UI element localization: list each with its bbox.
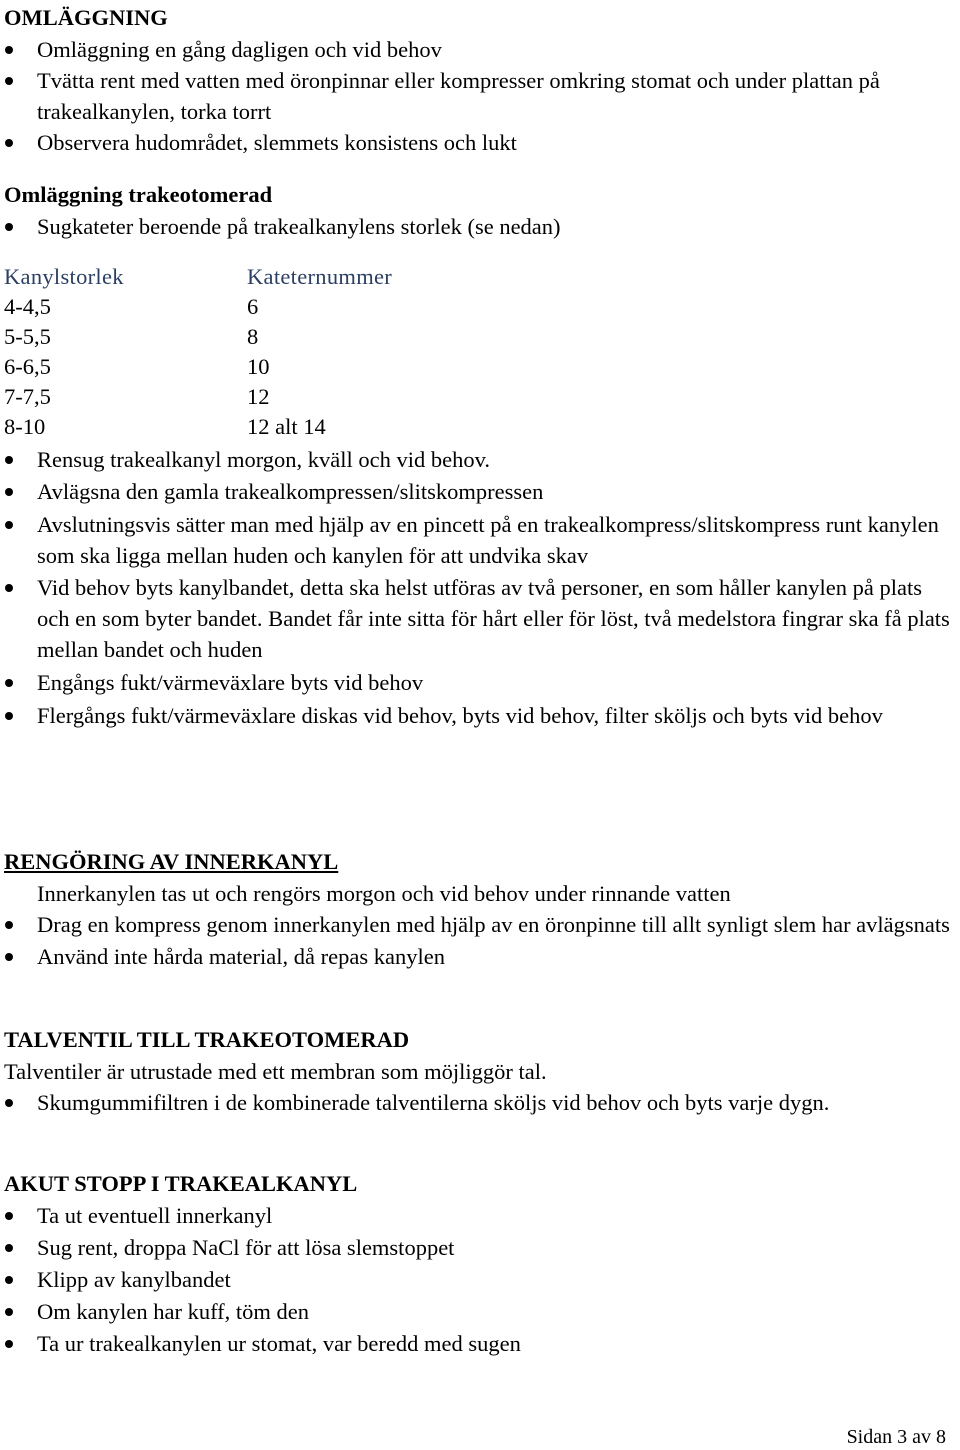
- table-row: [4, 322, 504, 352]
- list-item: Klipp av kanylbandet: [4, 1264, 956, 1295]
- table-header-row: [4, 262, 504, 292]
- section-omlaggning: [4, 2, 956, 158]
- list-item: Ta ut eventuell innerkanyl: [4, 1200, 956, 1231]
- list-item: Rensug trakealkanyl morgon, kväll och vid behov.: [4, 444, 956, 475]
- list-item: Om kanylen har kuff, töm den: [4, 1296, 956, 1327]
- table-cell: 7-7,5: [4, 384, 51, 409]
- bullet-list: [4, 211, 956, 242]
- page-number: Sidan 3 av 8: [846, 1426, 946, 1448]
- section-heading: OMLÄGGNING: [4, 5, 168, 30]
- bullet-list: [4, 1200, 956, 1359]
- list-item: Drag en kompress genom innerkanylen med hjälp av en öronpinne till allt synligt slem har avlägsnats: [4, 909, 956, 940]
- table-row: [4, 292, 504, 322]
- bullet-list: [4, 1087, 956, 1118]
- list-item: Omläggning en gång dagligen och vid behov: [4, 34, 956, 65]
- column-header: Kateternummer: [247, 264, 393, 289]
- bullet-list: [4, 444, 956, 731]
- table-cell: 12: [247, 384, 270, 409]
- table-cell: 8-10: [4, 414, 46, 439]
- list-item: Använd inte hårda material, då repas kanylen: [4, 941, 956, 972]
- list-item: Engångs fukt/värmeväxlare byts vid behov: [4, 667, 956, 698]
- list-item: Skumgummifiltren i de kombinerade talventilerna sköljs vid behov och byts varje dygn.: [4, 1087, 956, 1118]
- section-trakeotomerad: [4, 179, 956, 242]
- list-item: Flergångs fukt/värmeväxlare diskas vid behov, byts vid behov, filter sköljs och byts vid behov: [4, 700, 956, 731]
- bullet-list: [4, 909, 956, 972]
- section-akut: [4, 1168, 956, 1359]
- table-cell: 12 alt 14: [247, 414, 326, 439]
- section-heading: AKUT STOPP I TRAKEALKANYL: [4, 1171, 358, 1196]
- list-item: Observera hudområdet, slemmets konsistens och lukt: [4, 127, 956, 158]
- column-header: Kanylstorlek: [4, 264, 124, 289]
- intro-text: Innerkanylen tas ut och rengörs morgon och vid behov under rinnande vatten: [37, 881, 731, 906]
- section-heading: Omläggning trakeotomerad: [4, 182, 273, 207]
- table-cell: 6: [247, 294, 259, 319]
- list-item: Vid behov byts kanylbandet, detta ska helst utföras av två personer, en som håller kanylen på plats och en som byter bandet. Bandet får inte sitta för hårt eller för löst, två medelstora fingrar ska få plats mellan bandet och huden: [4, 572, 956, 665]
- table-cell: 5-5,5: [4, 324, 51, 349]
- catheter-size-table: [4, 262, 504, 442]
- section-talventil: [4, 1024, 956, 1118]
- section-heading: TALVENTIL TILL TRAKEOTOMERAD: [4, 1027, 410, 1052]
- list-item: Tvätta rent med vatten med öronpinnar eller kompresser omkring stomat och under plattan på trakealkanylen, torka torrt: [4, 65, 956, 127]
- table-cell: 4-4,5: [4, 294, 51, 319]
- bullet-list: [4, 34, 956, 158]
- list-item: Sug rent, droppa NaCl för att lösa slemstoppet: [4, 1232, 956, 1263]
- table-cell: 8: [247, 324, 259, 349]
- list-item: Avslutningsvis sätter man med hjälp av en pincett på en trakealkompress/slitskompress runt kanylen som ska ligga mellan huden och kanylen för att undvika skav: [4, 509, 956, 571]
- list-item: Ta ur trakealkanylen ur stomat, var beredd med sugen: [4, 1328, 956, 1359]
- list-item: Sugkateter beroende på trakealkanylens storlek (se nedan): [4, 211, 956, 242]
- intro-text: Talventiler är utrustade med ett membran som möjliggör tal.: [4, 1059, 547, 1084]
- table-cell: 6-6,5: [4, 354, 51, 379]
- table-cell: 10: [247, 354, 270, 379]
- section-heading: RENGÖRING AV INNERKANYL: [4, 849, 339, 874]
- table-row: [4, 412, 504, 442]
- section-rengoring: [4, 846, 956, 972]
- table-row: [4, 382, 504, 412]
- list-item: Avlägsna den gamla trakealkompressen/slitskompressen: [4, 476, 956, 507]
- table-row: [4, 352, 504, 382]
- section-trakeotomerad-steps: [4, 444, 956, 731]
